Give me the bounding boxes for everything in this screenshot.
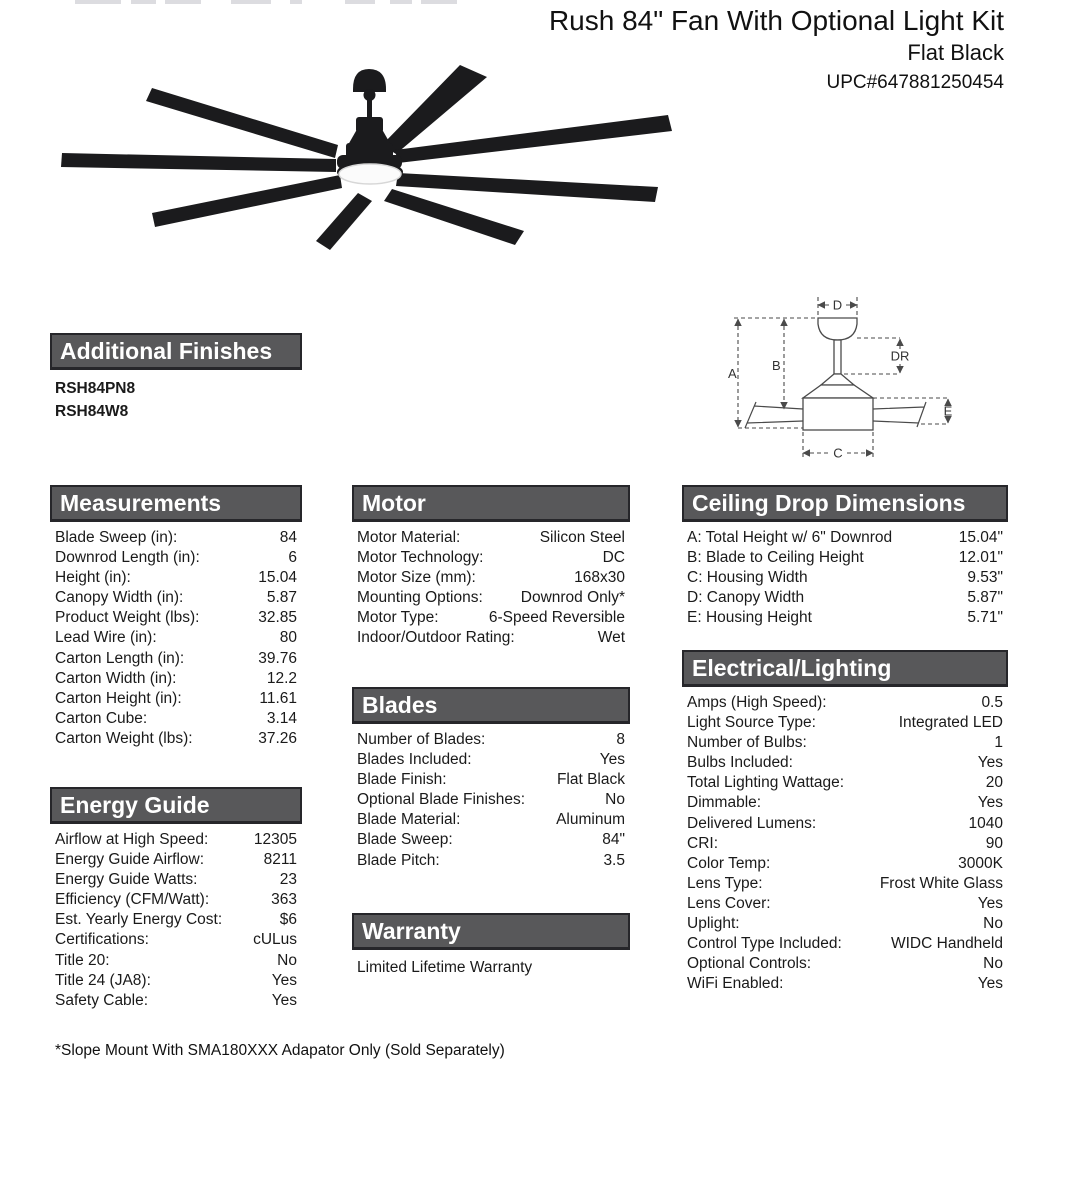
spec-value: Yes bbox=[977, 754, 1003, 772]
spec-row bbox=[50, 528, 302, 548]
section-electrical-lighting bbox=[682, 650, 1008, 994]
spec-row bbox=[50, 548, 302, 568]
spec-label: Carton Cube: bbox=[55, 709, 148, 727]
spec-row bbox=[682, 773, 1008, 793]
spec-label: Blade Finish: bbox=[357, 771, 447, 789]
spec-value: 5.87" bbox=[967, 589, 1003, 607]
spec-value: 9.53" bbox=[967, 569, 1003, 587]
spec-label: Title 20: bbox=[55, 951, 110, 969]
spec-row bbox=[682, 753, 1008, 773]
spec-row bbox=[352, 568, 630, 588]
spec-label: Number of Blades: bbox=[357, 731, 486, 748]
spec-value: No bbox=[983, 915, 1003, 933]
spec-label: Blade Material: bbox=[357, 811, 461, 829]
spec-value: 84" bbox=[602, 831, 625, 849]
spec-row bbox=[50, 890, 302, 910]
spec-value: 80 bbox=[279, 629, 297, 647]
spec-row bbox=[682, 793, 1008, 813]
diagram-label-b: B bbox=[772, 358, 781, 373]
spec-row bbox=[50, 649, 302, 669]
ceiling-drop-diagram bbox=[728, 288, 963, 463]
finish-code: RSH84PN8 bbox=[55, 380, 136, 397]
spec-row bbox=[50, 850, 302, 870]
spec-label: Carton Width (in): bbox=[55, 669, 177, 687]
spec-row bbox=[50, 588, 302, 608]
spec-value: 32.85 bbox=[258, 609, 297, 627]
spec-value: 1 bbox=[994, 734, 1003, 752]
section-warranty bbox=[352, 913, 630, 978]
spec-label: Energy Guide Watts: bbox=[55, 871, 198, 889]
spec-value: Yes bbox=[977, 894, 1003, 912]
spec-value: 5.87 bbox=[266, 589, 297, 607]
spec-label: Lens Cover: bbox=[687, 894, 771, 912]
spec-row bbox=[352, 851, 630, 871]
diagram-label-dr: DR bbox=[890, 348, 910, 364]
spec-value: Flat Black bbox=[556, 771, 625, 789]
measurements-rows bbox=[50, 528, 302, 749]
spec-label: Efficiency (CFM/Watt): bbox=[55, 891, 210, 909]
product-upc: UPC#647881250454 bbox=[826, 72, 1004, 93]
spec-value: WIDC Handheld bbox=[891, 935, 1003, 953]
spec-row bbox=[50, 910, 302, 930]
diagram-label-a: A bbox=[728, 366, 737, 381]
spec-value: No bbox=[983, 955, 1003, 973]
spec-row bbox=[352, 608, 630, 628]
spec-row bbox=[352, 730, 630, 750]
spec-label: Canopy Width (in): bbox=[55, 589, 184, 607]
spec-row bbox=[50, 971, 302, 991]
spec-value: 12.2 bbox=[266, 669, 297, 687]
spec-row bbox=[682, 854, 1008, 874]
spec-value: Yes bbox=[977, 975, 1003, 993]
spec-row bbox=[682, 934, 1008, 954]
spec-row bbox=[50, 930, 302, 950]
spec-row bbox=[352, 790, 630, 810]
section-header-blades: Blades bbox=[352, 687, 630, 724]
spec-value: No bbox=[605, 791, 625, 809]
spec-value: cULus bbox=[253, 931, 297, 949]
section-header-warranty: Warranty bbox=[352, 913, 630, 950]
spec-row bbox=[50, 709, 302, 729]
spec-row bbox=[682, 588, 1008, 608]
spec-row bbox=[682, 568, 1008, 588]
spec-row bbox=[50, 568, 302, 588]
spec-row bbox=[50, 608, 302, 628]
spec-value: 12305 bbox=[253, 831, 297, 848]
spec-row bbox=[352, 830, 630, 850]
spec-row bbox=[682, 528, 1008, 548]
spec-value: Yes bbox=[977, 794, 1003, 812]
spec-row bbox=[352, 770, 630, 790]
spec-label: Number of Bulbs: bbox=[687, 734, 807, 752]
spec-label: CRI: bbox=[687, 834, 718, 852]
spec-label: Title 24 (JA8): bbox=[55, 971, 151, 989]
spec-value: 84 bbox=[279, 529, 297, 546]
spec-label: Amps (High Speed): bbox=[687, 694, 827, 711]
spec-value: 37.26 bbox=[258, 729, 297, 747]
spec-label: WiFi Enabled: bbox=[687, 975, 784, 993]
section-motor bbox=[352, 485, 630, 649]
spec-value: 1040 bbox=[968, 814, 1003, 832]
spec-label: Lead Wire (in): bbox=[55, 629, 157, 647]
product-title: Rush 84" Fan With Optional Light Kit bbox=[548, 5, 1004, 36]
slope-mount-footnote: *Slope Mount With SMA180XXX Adapator Only (Sold Separately) bbox=[55, 1042, 505, 1059]
spec-value: Integrated LED bbox=[898, 714, 1003, 732]
section-header-measurements: Measurements bbox=[50, 485, 302, 522]
spec-value: DC bbox=[602, 549, 625, 567]
spec-row bbox=[352, 588, 630, 608]
spec-value: 20 bbox=[985, 774, 1003, 792]
spec-row bbox=[352, 750, 630, 770]
product-finish: Flat Black bbox=[907, 40, 1004, 65]
dimension-diagram bbox=[728, 288, 963, 463]
spec-row bbox=[682, 974, 1008, 994]
spec-value: 11.61 bbox=[259, 689, 297, 707]
finish-list bbox=[50, 377, 302, 423]
spec-value: 0.5 bbox=[981, 694, 1003, 711]
spec-label: Optional Blade Finishes: bbox=[357, 791, 526, 809]
spec-row bbox=[682, 954, 1008, 974]
blades-rows bbox=[352, 730, 630, 871]
spec-value: 3.14 bbox=[266, 709, 297, 727]
ceiling-drop-rows bbox=[682, 528, 1008, 628]
spec-row bbox=[352, 548, 630, 568]
spec-row bbox=[682, 608, 1008, 628]
spec-row bbox=[50, 870, 302, 890]
spec-label: Blade Pitch: bbox=[357, 851, 440, 869]
spec-row bbox=[50, 951, 302, 971]
spec-label: Delivered Lumens: bbox=[687, 814, 817, 832]
product-image-fan bbox=[40, 55, 720, 315]
spec-label: Energy Guide Airflow: bbox=[55, 851, 205, 869]
spec-label: Optional Controls: bbox=[687, 955, 812, 973]
spec-label: C: Housing Width bbox=[687, 569, 808, 587]
spec-row bbox=[352, 810, 630, 830]
warranty-text: Limited Lifetime Warranty bbox=[357, 959, 533, 976]
spec-value: Aluminum bbox=[556, 811, 625, 829]
spec-label: Carton Weight (lbs): bbox=[55, 729, 193, 747]
spec-label: E: Housing Height bbox=[687, 609, 812, 627]
spec-value: No bbox=[277, 951, 297, 969]
diagram-label-c: C bbox=[833, 445, 843, 461]
section-additional-finishes bbox=[50, 333, 302, 423]
spec-label: Light Source Type: bbox=[687, 714, 816, 732]
electrical-rows bbox=[682, 693, 1008, 994]
spec-label: Blades Included: bbox=[357, 751, 472, 769]
spec-value: Frost White Glass bbox=[879, 874, 1003, 892]
spec-row bbox=[682, 914, 1008, 934]
spec-label: Indoor/Outdoor Rating: bbox=[357, 629, 515, 647]
energy-guide-rows bbox=[50, 830, 302, 1011]
spec-label: Mounting Options: bbox=[357, 589, 483, 607]
spec-label: Blade Sweep (in): bbox=[55, 529, 178, 546]
section-ceiling-drop-dimensions bbox=[682, 485, 1008, 628]
spec-label: Total Lighting Wattage: bbox=[687, 774, 845, 792]
spec-label: Est. Yearly Energy Cost: bbox=[55, 911, 223, 929]
spec-value: 39.76 bbox=[258, 649, 297, 667]
spec-label: Blade Sweep: bbox=[357, 831, 453, 849]
fan-illustration bbox=[40, 55, 720, 315]
diagram-label-d: D bbox=[832, 297, 843, 313]
spec-label: Uplight: bbox=[687, 915, 740, 933]
spec-row bbox=[682, 894, 1008, 914]
spec-value: 363 bbox=[271, 891, 297, 909]
spec-value: Yes bbox=[271, 991, 297, 1009]
section-measurements bbox=[50, 485, 302, 749]
spec-value: Silicon Steel bbox=[539, 529, 625, 546]
section-header-ceiling-drop-dimensions: Ceiling Drop Dimensions bbox=[682, 485, 1008, 522]
spec-label: Motor Technology: bbox=[357, 549, 484, 567]
spec-label: Bulbs Included: bbox=[687, 754, 793, 772]
spec-row bbox=[682, 548, 1008, 568]
section-header-energy-guide: Energy Guide bbox=[50, 787, 302, 824]
spec-row bbox=[682, 693, 1008, 713]
spec-row bbox=[682, 834, 1008, 854]
spec-value: 8 bbox=[616, 731, 625, 748]
spec-label: A: Total Height w/ 6" Downrod bbox=[687, 529, 893, 546]
spec-row bbox=[50, 830, 302, 850]
spec-value: 8211 bbox=[263, 851, 297, 869]
spec-row bbox=[50, 689, 302, 709]
spec-label: Dimmable: bbox=[687, 794, 762, 812]
spec-row bbox=[682, 814, 1008, 834]
spec-label: Color Temp: bbox=[687, 854, 771, 872]
spec-label: D: Canopy Width bbox=[687, 589, 805, 607]
spec-label: Motor Material: bbox=[357, 529, 461, 546]
finish-code: RSH84W8 bbox=[55, 403, 129, 420]
spec-label: Motor Type: bbox=[357, 609, 439, 627]
spec-value: Yes bbox=[599, 751, 625, 769]
spec-label: Downrod Length (in): bbox=[55, 549, 200, 567]
spec-label: Certifications: bbox=[55, 931, 149, 949]
spec-label: Airflow at High Speed: bbox=[55, 831, 209, 848]
spec-label: B: Blade to Ceiling Height bbox=[687, 549, 864, 567]
spec-label: Motor Size (mm): bbox=[357, 569, 476, 587]
spec-value: Downrod Only* bbox=[520, 589, 625, 607]
spec-label: Carton Height (in): bbox=[55, 689, 182, 707]
spec-label: Control Type Included: bbox=[687, 935, 842, 953]
spec-row bbox=[352, 628, 630, 648]
spec-value: 15.04 bbox=[258, 569, 297, 587]
spec-value: Yes bbox=[271, 971, 297, 989]
spec-row bbox=[352, 528, 630, 548]
spec-row bbox=[682, 733, 1008, 753]
spec-value: 3.5 bbox=[603, 851, 625, 869]
spec-value: 90 bbox=[985, 834, 1003, 852]
spec-value: 3000K bbox=[958, 854, 1003, 872]
spec-value: 6 bbox=[288, 549, 297, 567]
motor-rows bbox=[352, 528, 630, 649]
spec-row bbox=[682, 874, 1008, 894]
spec-value: 15.04" bbox=[958, 529, 1003, 546]
spec-row bbox=[50, 991, 302, 1011]
spec-value: 12.01" bbox=[958, 549, 1003, 567]
spec-label: Product Weight (lbs): bbox=[55, 609, 200, 627]
spec-value: Wet bbox=[597, 629, 625, 647]
spec-value: 5.71" bbox=[967, 609, 1003, 627]
spec-row bbox=[50, 669, 302, 689]
section-energy-guide bbox=[50, 787, 302, 1011]
section-blades bbox=[352, 687, 630, 871]
diagram-label-e: E bbox=[943, 403, 953, 419]
spec-label: Height (in): bbox=[55, 569, 131, 587]
spec-value: $6 bbox=[279, 911, 297, 929]
spec-label: Carton Length (in): bbox=[55, 649, 185, 667]
spec-value: 6-Speed Reversible bbox=[488, 609, 625, 627]
spec-label: Safety Cable: bbox=[55, 991, 149, 1009]
section-header-motor: Motor bbox=[352, 485, 630, 522]
spec-value: 168x30 bbox=[574, 569, 625, 587]
spec-row bbox=[50, 628, 302, 648]
section-header-additional-finishes: Additional Finishes bbox=[50, 333, 302, 370]
section-header-electrical-lighting: Electrical/Lighting bbox=[682, 650, 1008, 687]
spec-value: 23 bbox=[279, 871, 297, 889]
spec-label: Lens Type: bbox=[687, 874, 763, 892]
spec-row bbox=[682, 713, 1008, 733]
spec-row bbox=[50, 729, 302, 749]
